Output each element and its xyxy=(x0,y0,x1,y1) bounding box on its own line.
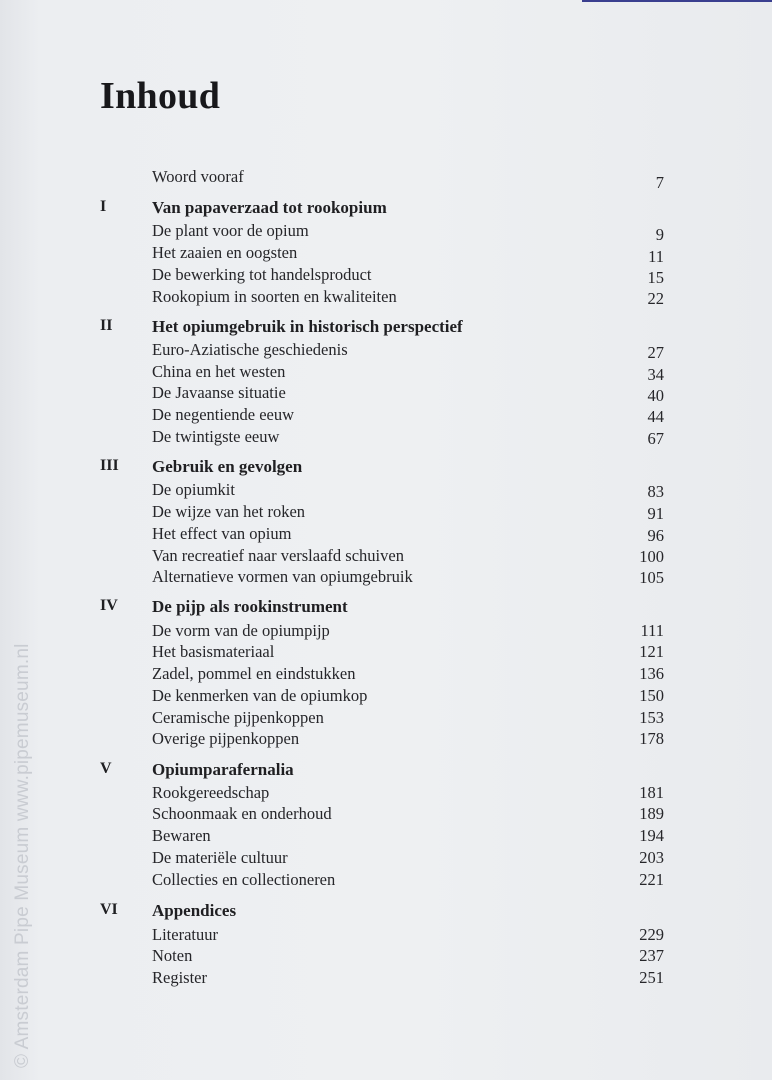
entry-title: De opiumkit xyxy=(152,480,235,499)
entry-title: Rookopium in soorten en kwaliteiten xyxy=(152,287,397,306)
section-heading xyxy=(0,198,772,220)
entry-page: 229 xyxy=(639,925,664,944)
entry-title: Schoonmaak en onderhoud xyxy=(152,804,332,823)
section-title: Het opiumgebruik in historisch perspectief xyxy=(152,317,463,336)
section-numeral: I xyxy=(100,198,107,215)
entry-page: 96 xyxy=(647,526,664,545)
entry-page: 27 xyxy=(647,343,664,362)
entry-page: 91 xyxy=(647,504,664,523)
entry-title: Ceramische pijpenkoppen xyxy=(152,708,324,727)
entry-page: 181 xyxy=(639,783,664,802)
toc-entry xyxy=(0,783,772,805)
section-title: Gebruik en gevolgen xyxy=(152,457,303,476)
toc-entry xyxy=(0,567,772,589)
entry-page: 153 xyxy=(639,708,664,727)
section-title: Van papaverzaad tot rookopium xyxy=(152,198,387,217)
entry-page: 7 xyxy=(655,173,664,192)
entry-page: 150 xyxy=(639,686,664,705)
entry-title: Register xyxy=(152,968,207,987)
section-title: Appendices xyxy=(152,901,237,920)
entry-title: Euro-Aziatische geschiedenis xyxy=(152,340,348,359)
section-numeral: IV xyxy=(100,597,118,614)
toc-entry xyxy=(0,925,772,947)
entry-page: 67 xyxy=(647,429,664,448)
entry-title: Literatuur xyxy=(152,925,218,944)
entry-page: 189 xyxy=(639,804,664,823)
entry-title: De bewerking tot handelsproduct xyxy=(152,265,372,284)
entry-page: 100 xyxy=(639,547,664,566)
entry-title: Rookgereedschap xyxy=(152,783,270,802)
toc-entry xyxy=(0,524,772,546)
toc-entry xyxy=(0,405,772,427)
entry-page: 203 xyxy=(639,848,664,867)
entry-page: 251 xyxy=(639,968,664,987)
toc-entry xyxy=(0,642,772,664)
entry-title: Alternatieve vormen van opiumgebruik xyxy=(152,567,413,586)
section-heading xyxy=(0,760,772,782)
entry-title: Collecties en collectioneren xyxy=(152,870,336,889)
page-title: Inhoud xyxy=(100,75,221,117)
toc-entry xyxy=(0,968,772,990)
entry-title: De kenmerken van de opiumkop xyxy=(152,686,368,705)
entry-title: De Javaanse situatie xyxy=(152,383,286,402)
entry-page: 105 xyxy=(639,568,664,587)
section-heading xyxy=(0,597,772,619)
section-numeral: III xyxy=(100,457,119,474)
entry-title: Overige pijpenkoppen xyxy=(152,729,300,748)
toc-entry xyxy=(0,686,772,708)
toc-entry xyxy=(0,729,772,751)
entry-title: De wijze van het roken xyxy=(152,502,306,521)
entry-title: Bewaren xyxy=(152,826,211,845)
section-numeral: II xyxy=(100,317,113,334)
entry-page: 237 xyxy=(639,946,664,965)
toc-entry xyxy=(0,265,772,287)
entry-page: 40 xyxy=(647,386,664,405)
section-heading xyxy=(0,317,772,339)
section-title: Opiumparafernalia xyxy=(152,760,294,779)
toc-entry xyxy=(0,870,772,892)
toc-entry xyxy=(0,946,772,968)
entry-page: 121 xyxy=(639,642,664,661)
entry-title: De vorm van de opiumpijp xyxy=(152,621,330,640)
toc-entry xyxy=(0,287,772,309)
entry-page: 178 xyxy=(639,729,664,748)
entry-page: 11 xyxy=(648,247,664,266)
toc-entry xyxy=(0,480,772,502)
entry-title: Van recreatief naar verslaafd schuiven xyxy=(152,546,404,565)
toc-entry xyxy=(0,502,772,524)
entry-title: China en het westen xyxy=(152,362,286,381)
section-numeral: VI xyxy=(100,901,118,918)
entry-page: 194 xyxy=(639,826,664,845)
entry-title: De twintigste eeuw xyxy=(152,427,280,446)
toc-entry xyxy=(0,221,772,243)
section-heading xyxy=(0,457,772,479)
entry-title: De plant voor de opium xyxy=(152,221,309,240)
entry-title: De materiële cultuur xyxy=(152,848,288,867)
entry-page: 34 xyxy=(647,365,664,384)
toc-entry xyxy=(0,848,772,870)
entry-page: 83 xyxy=(647,482,664,501)
toc-entry xyxy=(0,664,772,686)
toc-entry xyxy=(0,621,772,643)
toc-entry xyxy=(0,243,772,265)
toc-entry xyxy=(0,826,772,848)
section-numeral: V xyxy=(100,760,112,777)
entry-page: 22 xyxy=(647,289,664,308)
toc-entry xyxy=(0,804,772,826)
entry-page: 15 xyxy=(647,268,664,287)
entry-page: 44 xyxy=(647,407,664,426)
entry-title: Het effect van opium xyxy=(152,524,292,543)
entry-page: 221 xyxy=(639,870,664,889)
entry-title: Woord vooraf xyxy=(152,167,244,186)
entry-title: Het zaaien en oogsten xyxy=(152,243,298,262)
toc-entry xyxy=(0,362,772,384)
toc-entry-preface xyxy=(0,167,772,192)
toc-entry xyxy=(0,340,772,362)
entry-page: 136 xyxy=(639,664,664,683)
toc-entry xyxy=(0,708,772,730)
section-title: De pijp als rookinstrument xyxy=(152,597,348,616)
entry-title: Zadel, pommel en eindstukken xyxy=(152,664,356,683)
entry-title: Het basismateriaal xyxy=(152,642,275,661)
watermark-text: © Amsterdam Pipe Museum www.pipemuseum.nl xyxy=(12,643,33,1068)
entry-page: 111 xyxy=(640,621,664,640)
entry-title: De negentiende eeuw xyxy=(152,405,295,424)
toc-entry xyxy=(0,383,772,405)
entry-page: 9 xyxy=(655,225,664,244)
section-heading xyxy=(0,901,772,923)
toc-entry xyxy=(0,427,772,449)
toc-entry xyxy=(0,546,772,568)
entry-title: Noten xyxy=(152,946,193,965)
